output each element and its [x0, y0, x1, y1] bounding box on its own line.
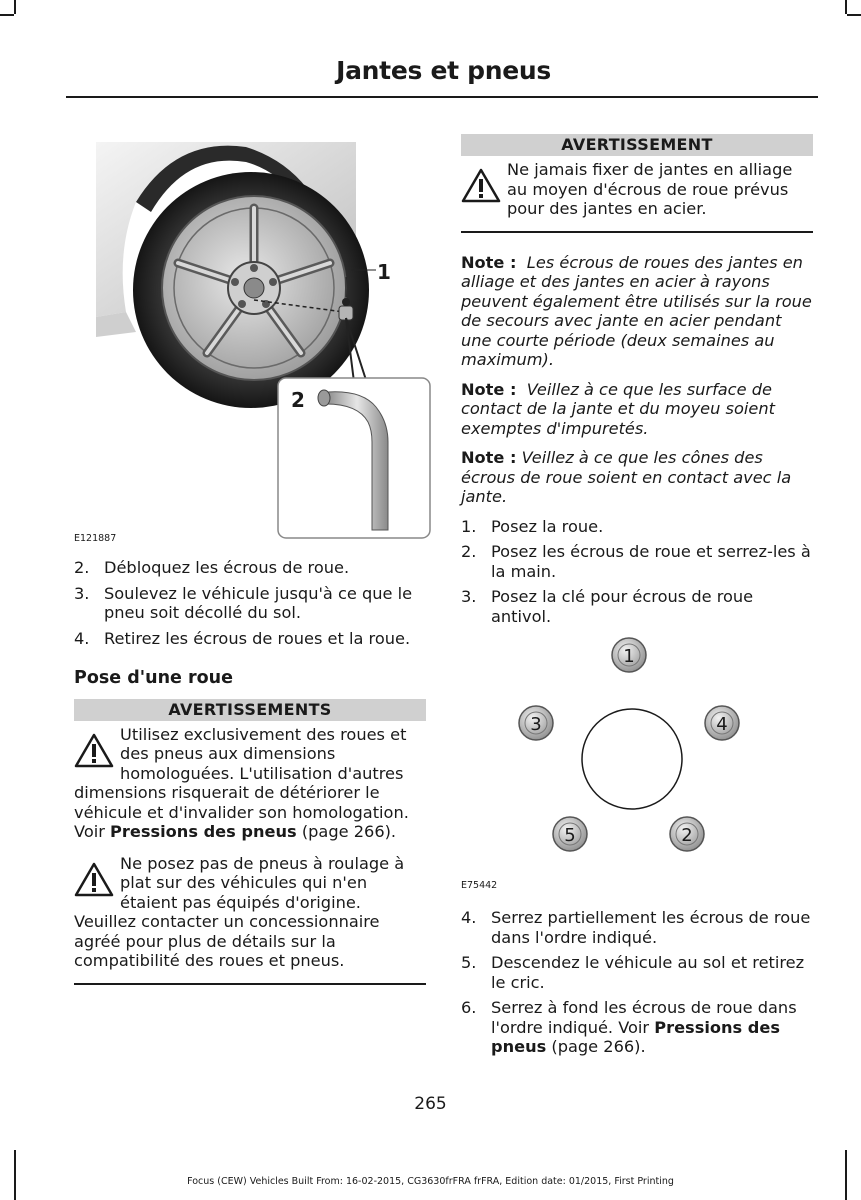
crop-mark [847, 14, 861, 16]
nut-label: 5 [564, 825, 576, 846]
footer: Focus (CEW) Vehicles Built From: 16-02-2015, CG3630frFRA frFRA, Edition date: 01/2015, First Printing [187, 1176, 674, 1187]
list-item: 5. Descendez le véhicule au sol et retirez le cric. [461, 953, 805, 992]
fitting-steps [461, 517, 813, 627]
nut-5 [553, 817, 587, 851]
nut-4 [705, 706, 739, 740]
hub-circle [582, 709, 682, 809]
nut-3 [519, 706, 553, 740]
cross-reference-link[interactable]: Pressions des pneus [110, 822, 297, 841]
crop-mark [845, 0, 847, 14]
warning-title: AVERTISSEMENT [461, 134, 813, 156]
left-column [74, 558, 426, 985]
figure-code: E121887 [74, 533, 117, 544]
warning-triangle-icon [74, 862, 114, 898]
nut-1 [612, 638, 646, 672]
warning-block [461, 134, 813, 233]
nut-label: 1 [623, 646, 635, 667]
wheel-removal-illustration [96, 142, 436, 542]
warning-triangle-icon [74, 733, 114, 769]
cross-reference-link[interactable]: Pressions des pneus [491, 1017, 780, 1056]
list-item: 1. Posez la roue. [461, 516, 604, 536]
callout-2: 2 [291, 388, 305, 412]
crop-mark [845, 1150, 847, 1200]
note: Note : Veillez à ce que les cônes des écrous de roue soient en contact avec la jante. [461, 448, 792, 506]
callout-1: 1 [377, 260, 391, 284]
note: Note : Veillez à ce que les surface de contact de la jante et du moyeu soient exemptes d'impuretés. [461, 379, 775, 438]
crop-mark [14, 0, 16, 14]
right-column [461, 134, 813, 632]
nut-2 [670, 817, 704, 851]
warning-item: Ne jamais fixer de jantes en alliage au moyen d'écrous de roue prévus pour des jantes en acier. [461, 156, 813, 219]
removal-steps [74, 558, 426, 648]
crop-mark [14, 1150, 16, 1200]
nut-label: 3 [530, 714, 542, 735]
right-column-lower [461, 908, 813, 1063]
figure-code: E75442 [461, 880, 498, 891]
list-item: 2. Débloquez les écrous de roue. [74, 558, 350, 577]
list-item: 3. Soulevez le véhicule jusqu'à ce que le pneu soit décollé du sol. [74, 583, 413, 622]
list-item: 6. Serrez à fond les écrous de roue dans l'ordre indiqué. Voir Pressions des pneus (page 266). [461, 998, 797, 1056]
warning-item: Ne posez pas de pneus à roulage à plat sur des véhicules qui n'en étaient pas équipés d'origine. Veuillez contacter un concessionnaire agréé pour plus de détails sur la compatibilité des roues et pneus. [74, 853, 405, 970]
warning-item: Utilisez exclusivement des roues et des pneus aux dimensions homologuées. L'utilisation d'autres dimensions risquerait de détériorer le véhicule et d'invalider son homologation. Voir Pressions des pneus (page 266). [74, 724, 409, 841]
list-item: 3. Posez la clé pour écrous de roue antivol. [461, 587, 754, 626]
warnings-title: AVERTISSEMENTS [74, 699, 426, 721]
page-title: Jantes et pneus [336, 56, 551, 85]
crop-mark [0, 14, 14, 16]
warnings-block [74, 699, 426, 985]
header-rule [66, 96, 818, 98]
section-heading: Pose d'une roue [74, 668, 233, 688]
warning-triangle-icon [461, 168, 501, 204]
list-item: 4. Retirez les écrous de roues et la roue. [74, 628, 411, 648]
nut-tightening-order-diagram [500, 630, 728, 860]
list-item: 2. Posez les écrous de roue et serrez-les à la main. [461, 542, 811, 581]
tightening-steps [461, 908, 813, 1057]
nut-label: 4 [716, 714, 728, 735]
note: Note : Les écrous de roues des jantes en alliage et des jantes en acier à rayons peuvent également être utilisés sur la roue de secours avec jante en acier pendant une courte période (deux semaines au maximum). [461, 252, 812, 369]
nut-label: 2 [681, 825, 693, 846]
page-number: 265 [414, 1094, 447, 1114]
list-item: 4. Serrez partiellement les écrous de roue dans l'ordre indiqué. [461, 908, 811, 947]
